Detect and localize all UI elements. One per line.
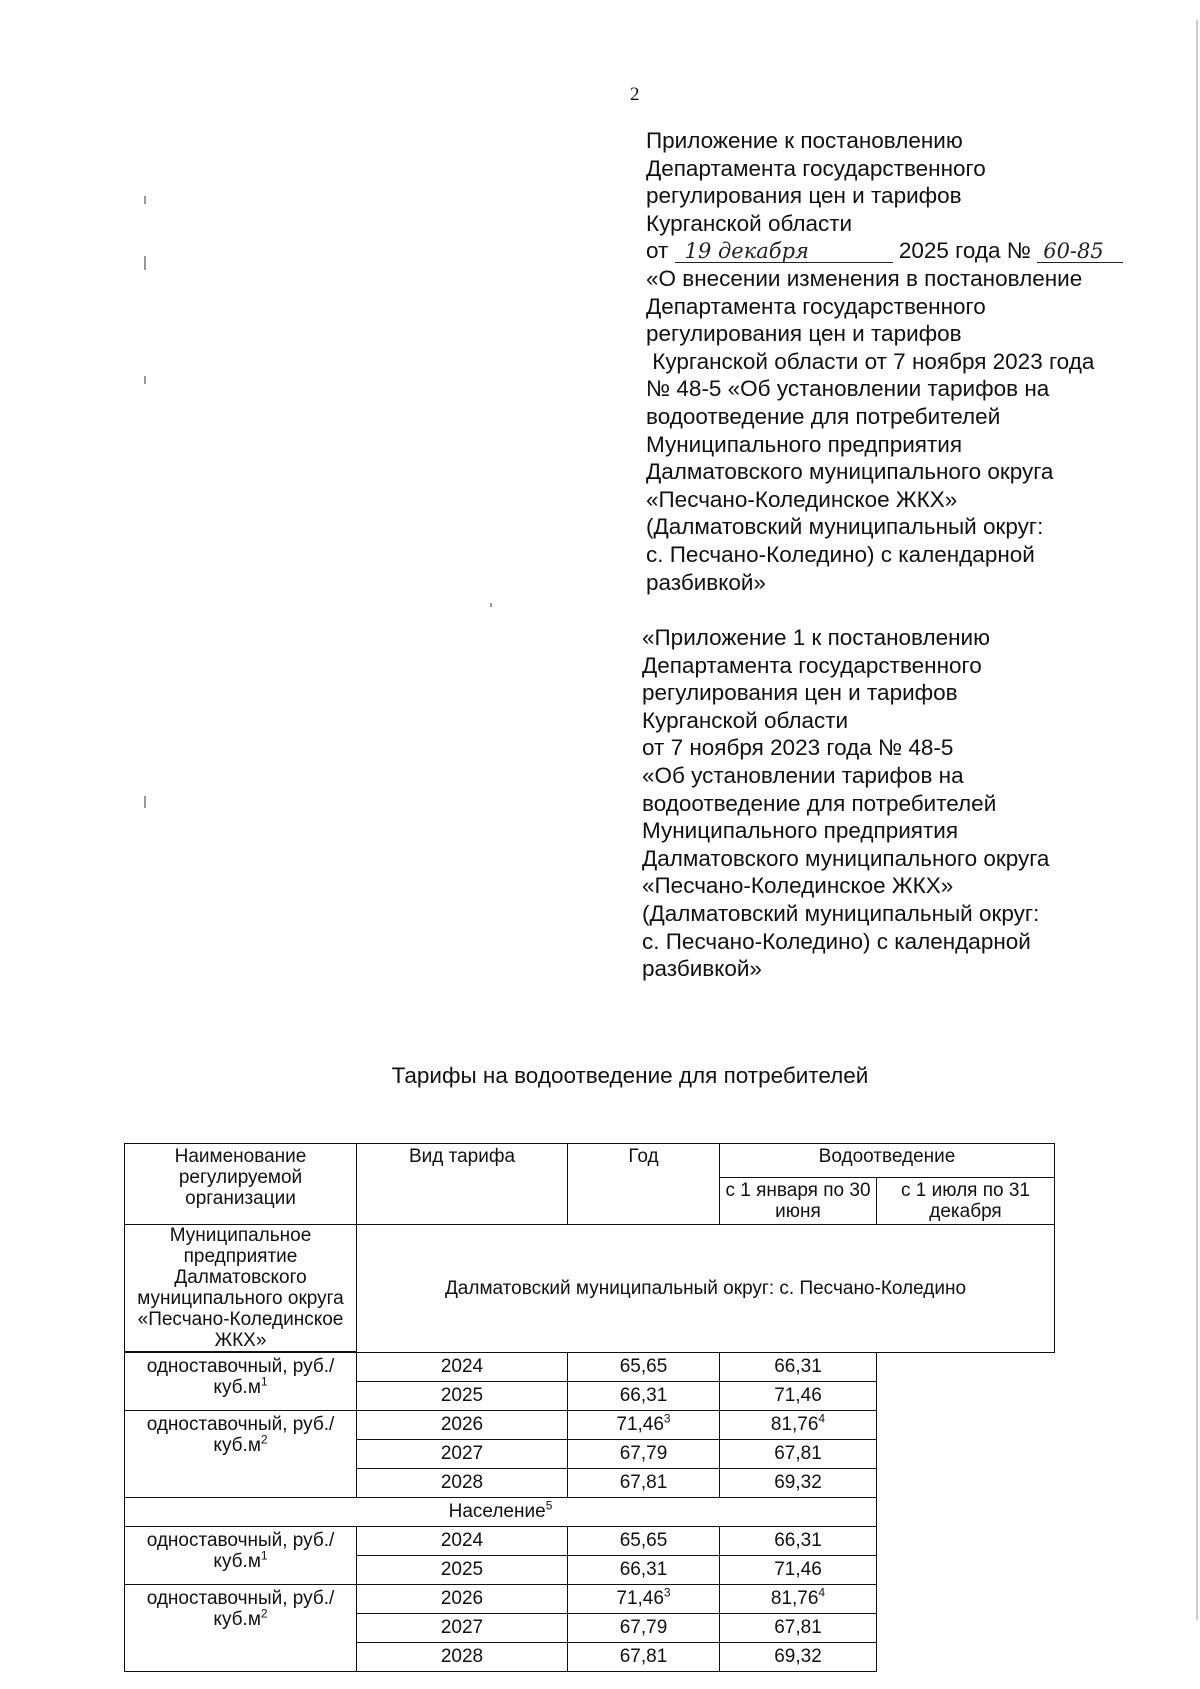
footnote-marker: 1 — [260, 1374, 268, 1389]
tariff-h2-cell — [720, 1642, 877, 1671]
appendix-line: Департамента государственного — [646, 155, 986, 181]
tariff-value: 66,31 — [619, 1559, 668, 1580]
tariff-value: 67,81 — [619, 1472, 668, 1493]
appendix-title-line: водоотведение для потребителей — [646, 403, 1001, 429]
tariff-value: 81,76 — [770, 1588, 819, 1609]
year-cell: 2027 — [357, 1439, 568, 1468]
tariff-h1-cell — [568, 1439, 720, 1468]
appendix-header-original — [642, 624, 1162, 983]
footnote-marker: 2 — [260, 1432, 268, 1447]
tariff-h1-cell — [568, 1584, 720, 1613]
tariff-type-label: одноставочный, руб./куб.м — [146, 1413, 335, 1456]
appendix-line: Приложение к постановлению — [646, 128, 963, 153]
year-cell: 2027 — [357, 1613, 568, 1642]
section-title-row — [125, 1497, 1055, 1526]
appendix-title-line: регулирования цен и тарифов — [646, 321, 962, 347]
scan-artifact — [490, 603, 492, 607]
tariff-type-cell — [125, 1526, 357, 1584]
section-title — [125, 1497, 877, 1526]
footnote-marker: 2 — [260, 1606, 268, 1621]
appendix-line: Курганской области — [642, 707, 849, 733]
tariff-h2-cell — [720, 1439, 877, 1468]
tariff-h1-cell — [568, 1526, 720, 1555]
tariff-type-cell — [125, 1352, 357, 1410]
appendix-title-line: «Песчано-Колединское ЖКХ» — [646, 486, 958, 512]
table-row — [125, 1584, 1055, 1613]
header-tariff-type: Вид тарифа — [357, 1144, 568, 1225]
tariff-value: 69,32 — [774, 1646, 822, 1667]
section-title: Далматовский муниципальный округ: с. Песчано-Коледино — [357, 1225, 1055, 1353]
year-cell: 2025 — [357, 1381, 568, 1410]
handwritten-date: 19 декабря — [675, 240, 893, 263]
appendix-line: с. Песчано-Коледино) с календарной — [642, 928, 1031, 954]
appendix-title-line: с. Песчано-Коледино) с календарной — [646, 541, 1035, 567]
tariff-h2-cell — [720, 1468, 877, 1497]
header-period-1: с 1 января по 30 июня — [720, 1178, 877, 1225]
appendix-title-line: Муниципального предприятия — [646, 431, 963, 457]
section-rows — [125, 1526, 1055, 1671]
year-cell: 2025 — [357, 1555, 568, 1584]
tariff-value: 71,46 — [616, 1588, 664, 1609]
tariff-type-label: одноставочный, руб./куб.м — [146, 1587, 335, 1630]
year-cell: 2028 — [357, 1642, 568, 1671]
year-cell: 2026 — [357, 1410, 568, 1439]
tariff-value: 69,32 — [774, 1472, 822, 1493]
tariff-h1-cell — [568, 1381, 720, 1410]
section-title-row — [125, 1225, 1055, 1353]
tariff-h2-cell — [720, 1381, 877, 1410]
tariff-value: 67,79 — [619, 1617, 668, 1638]
section-rows — [125, 1352, 1055, 1497]
footnote-marker: 3 — [663, 1585, 671, 1600]
appendix-line: разбивкой» — [642, 956, 762, 982]
appendix-line: Курганской области — [646, 210, 853, 236]
appendix-line: (Далматовский муниципальный округ: — [642, 900, 1040, 926]
tariff-value: 71,46 — [616, 1414, 664, 1435]
table-row — [125, 1410, 1055, 1439]
tariff-h2-cell — [720, 1613, 877, 1642]
tariff-type-cell — [125, 1584, 357, 1671]
tariff-value: 67,81 — [774, 1443, 822, 1464]
year-cell: 2024 — [357, 1352, 568, 1381]
tariff-value: 67,79 — [619, 1443, 668, 1464]
tariff-h2-cell — [720, 1352, 877, 1381]
tariff-type-label: одноставочный, руб./куб.м — [146, 1356, 335, 1398]
scan-artifact — [1196, 20, 1198, 1620]
tariff-value: 67,81 — [619, 1646, 668, 1667]
tariff-value: 66,31 — [619, 1385, 668, 1406]
footnote-marker: 5 — [545, 1498, 553, 1513]
appendix-line: водоотведение для потребителей — [642, 790, 997, 816]
tariff-h1-cell — [568, 1613, 720, 1642]
appendix-title-line: (Далматовский муниципальный округ: — [646, 514, 1044, 540]
tariff-type-cell — [125, 1410, 357, 1497]
footnote-marker: 3 — [663, 1411, 671, 1426]
tariff-h1-cell — [568, 1642, 720, 1671]
scan-artifact — [144, 376, 146, 384]
tariff-value: 66,31 — [774, 1530, 822, 1551]
appendix-line: Департамента государственного — [642, 652, 982, 678]
year-cell: 2028 — [357, 1468, 568, 1497]
header-period-2: с 1 июля по 31 декабря — [877, 1178, 1055, 1225]
tariff-h2-cell — [720, 1555, 877, 1584]
tariff-value: 65,65 — [619, 1530, 668, 1551]
appendix-title-line: Курганской области от 7 ноября 2023 года — [646, 348, 1095, 374]
tariff-value: 66,31 — [774, 1356, 822, 1377]
date-prefix: от — [646, 238, 669, 264]
appendix-title-line: Департамента государственного — [646, 293, 986, 319]
table-row — [125, 1352, 1055, 1381]
appendix-title-line: Далматовского муниципального округа — [646, 459, 1054, 485]
tariff-value: 71,46 — [774, 1559, 822, 1580]
tariff-h1-cell — [568, 1468, 720, 1497]
year-text: 2025 года № — [898, 238, 1031, 264]
appendix-line: «Приложение 1 к постановлению — [642, 625, 990, 650]
tariff-table — [124, 1143, 1055, 1672]
appendix-line: «Песчано-Колединское ЖКХ» — [642, 873, 954, 899]
footnote-marker: 1 — [260, 1548, 268, 1563]
scan-artifact — [144, 196, 146, 204]
tariff-type-label: одноставочный, руб./куб.м — [146, 1529, 335, 1572]
appendix-line: «Об установлении тарифов на — [642, 762, 964, 788]
tariff-h1-cell — [568, 1352, 720, 1381]
tariff-value: 67,81 — [774, 1617, 822, 1638]
date-number-line — [646, 237, 1166, 265]
appendix-title-line: № 48-5 «Об установлении тарифов на — [646, 376, 1050, 402]
header-org: Наименование регулируемой организации — [125, 1144, 357, 1225]
section-title-text: Население — [448, 1501, 546, 1522]
scan-artifact — [144, 796, 146, 808]
tariff-value: 65,65 — [619, 1356, 668, 1377]
year-cell: 2024 — [357, 1526, 568, 1555]
footnote-marker: 4 — [818, 1585, 826, 1600]
tariff-value: 71,46 — [774, 1385, 822, 1406]
header-year: Год — [568, 1144, 720, 1225]
table-row — [125, 1526, 1055, 1555]
tariff-h2-cell — [720, 1584, 877, 1613]
year-cell: 2026 — [357, 1584, 568, 1613]
appendix-title-line: «О внесении изменения в постановление — [646, 265, 1083, 291]
tariff-h2-cell — [720, 1526, 877, 1555]
tariff-h1-cell — [568, 1410, 720, 1439]
organization-cell: Муниципальное предприятие Далматовского муниципального округа «Песчано-Колединское ЖКХ» — [125, 1225, 357, 1353]
appendix-line: от 7 ноября 2023 года № 48-5 — [642, 735, 954, 761]
scan-artifact — [144, 256, 146, 270]
tariff-h1-cell — [568, 1555, 720, 1584]
handwritten-number: 60-85 — [1037, 240, 1123, 263]
page-number: 2 — [630, 84, 640, 105]
appendix-line: Муниципального предприятия — [642, 818, 959, 844]
footnote-marker: 4 — [818, 1411, 826, 1426]
tariff-value: 81,76 — [770, 1414, 819, 1435]
table-header-row — [125, 1144, 1055, 1178]
appendix-header-amendment — [646, 127, 1166, 596]
appendix-line: регулирования цен и тарифов — [642, 680, 958, 706]
tariff-h2-cell — [720, 1410, 877, 1439]
table-title: Тарифы на водоотведение для потребителей — [391, 1063, 869, 1088]
appendix-line: регулирования цен и тарифов — [646, 183, 962, 209]
appendix-line: Далматовского муниципального округа — [642, 845, 1050, 871]
appendix-title-line: разбивкой» — [646, 569, 766, 595]
header-service: Водоотведение — [720, 1144, 1055, 1178]
